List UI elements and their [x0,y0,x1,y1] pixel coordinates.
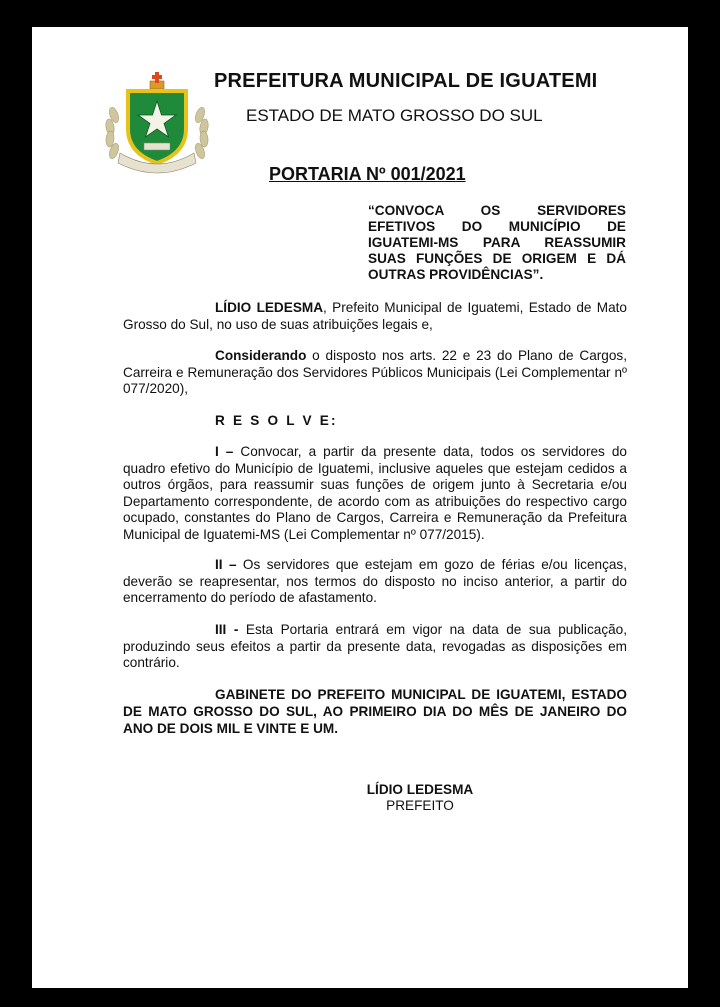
resolve-heading: R E S O L V E: [215,413,338,428]
document-ementa: “CONVOCA OS SERVIDORES EFETIVOS DO MUNICÍPIO DE IGUATEMI-MS PARA REASSUMIR SUAS FUNÇÕES DE ORIGEM E DÁ OUTRAS PROVIDÊNCIAS”. [368,203,626,282]
considerando-paragraph [123,348,627,398]
document-page [32,27,688,988]
municipal-crest-icon [98,71,216,175]
article-number: II – [215,557,237,572]
considerando-text: o disposto nos arts. 22 e 23 do Plano de Cargos, Carreira e Remuneração dos Servidores Públicos Municipais (Lei Complementar nº 077/2020), [123,348,627,396]
article-text: Os servidores que estejam em gozo de férias e/ou licenças, deverão se reapresentar, nos termos do disposto no inciso anterior, a partir do encerramento do período de afastamento. [123,557,628,605]
state-subtitle: ESTADO DE MATO GROSSO DO SUL [246,106,543,125]
signature-name: LÍDIO LEDESMA [366,782,474,797]
article-number: III - [215,622,239,637]
mayor-name: LÍDIO LEDESMA [215,300,324,315]
document-title: PORTARIA Nº 001/2021 [269,164,466,184]
closing-paragraph: GABINETE DO PREFEITO MUNICIPAL DE IGUATEMI, ESTADO DE MATO GROSSO DO SUL, AO PRIMEIRO DIA DO MÊS DE JANEIRO DO ANO DE DOIS MIL E VINTE E UM. [123,687,627,736]
article-3 [123,622,627,672]
article-2 [123,557,627,607]
article-text: Convocar, a partir da presente data, todos os servidores do quadro efetivo do Município de Iguatemi, inclusive aqueles que estejam cedidos a outros órgãos, para reassumir suas funções de origem junto à Secretaria e/ou Departamento correspondente, de acordo com as atribuições do respectivo cargo ocupado, constantes do Plano de Cargos, Carreira e Remuneração da Prefeitura Municipal de Iguatemi-MS (Lei Complementar nº 077/2015). [123,444,627,542]
article-number: I – [215,444,234,459]
article-1 [123,444,627,543]
article-text: Esta Portaria entrará em vigor na data de sua publicação, produzindo seus efeitos a partir da presente data, revogadas as disposições em contrário. [123,622,628,670]
considerando-label: Considerando [215,348,307,363]
intro-text: , Prefeito Municipal de Iguatemi, Estado de Mato Grosso do Sul, no uso de suas atribuições legais e, [123,300,627,332]
municipality-title: PREFEITURA MUNICIPAL DE IGUATEMI [214,70,598,92]
signature-role: PREFEITO [386,798,454,813]
intro-paragraph [123,300,627,333]
